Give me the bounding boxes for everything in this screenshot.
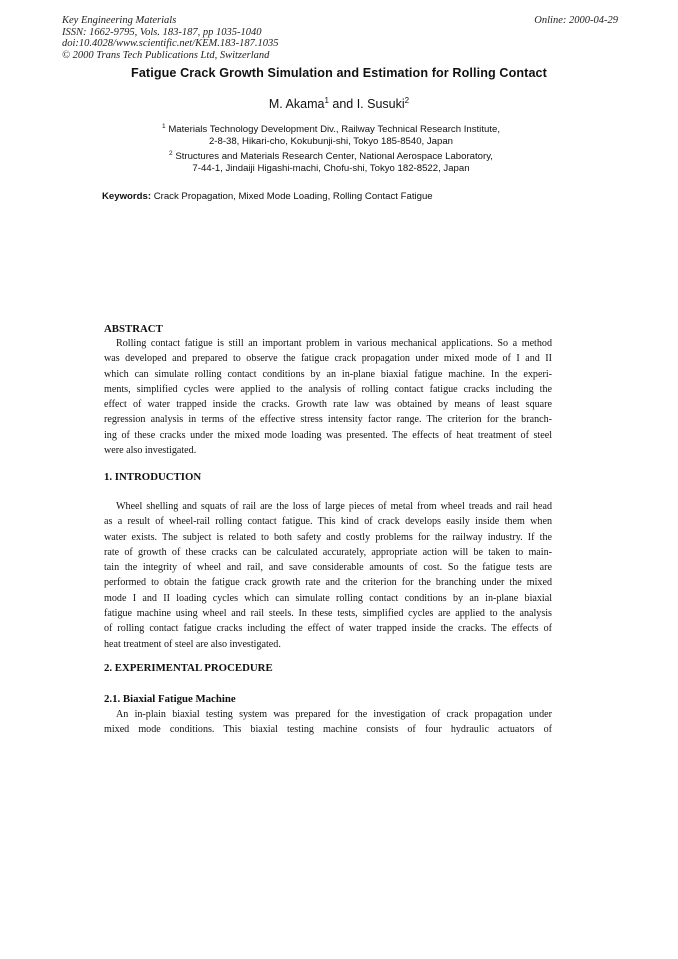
affil-2-line-1: Structures and Materials Research Center, National Aerospace Laboratory, — [175, 151, 493, 163]
paper-title: Fatigue Crack Growth Simulation and Estimation for Rolling Contact — [131, 66, 547, 80]
intro-line: fatigue machine using wheel and rail steels. In these tests, simplified cycles are applied to the analysis — [104, 608, 552, 620]
issn-line: ISSN: 1662-9795, Vols. 183-187, pp 1035-1040 — [62, 26, 262, 38]
intro-line: as a result of wheel-rail rolling contact fatigue. This kind of crack develops easily inside them when — [104, 516, 552, 528]
intro-line: performed to obtain the fatigue crack growth rate and the criterion for the branching under the mixed — [104, 577, 552, 589]
author-1: M. Akama — [268, 97, 325, 112]
intro-line: water exists. The subject is related to both safety and costly problems for the railway industry. If the — [104, 531, 552, 543]
abstract-line: which can simulate rolling contact conditions by an in-plane biaxial fatigue machine. In the experi- — [104, 368, 552, 380]
experimental-heading: 2. EXPERIMENTAL PROCEDURE — [104, 662, 273, 674]
biaxial-subheading: 2.1. Biaxial Fatigue Machine — [104, 693, 236, 705]
intro-heading: 1. INTRODUCTION — [104, 471, 202, 483]
affil-2-mark: 2 — [169, 150, 173, 157]
experimental-body — [104, 707, 552, 738]
abstract-line: were also investigated. — [104, 445, 197, 457]
online-date: Online: 2000-04-29 — [534, 15, 618, 26]
keywords — [102, 191, 433, 202]
abstract-heading: ABSTRACT — [104, 323, 163, 335]
author-2: and I. Susuki — [328, 97, 405, 112]
author-2-affil-mark: 2 — [404, 96, 410, 105]
affil-1-line-1: Materials Technology Development Div., Railway Technical Research Institute, — [168, 124, 500, 136]
abstract-line: ments, simplified cycles were applied to the analysis of rolling contact fatigue cracks including the — [104, 383, 552, 395]
abstract-line: Rolling contact fatigue is still an important problem in various mechanical applications. So a method — [116, 338, 552, 349]
affil-1-mark: 1 — [162, 123, 166, 130]
affil-2-line-2: 7-44-1, Jindaiji Higashi-machi, Chofu-shi, Tokyo 182-8522, Japan — [192, 163, 470, 175]
experimental-line: An in-plain biaxial testing system was prepared for the investigation of crack propagation under — [116, 709, 552, 720]
abstract-line: ing of these cracks under the mixed mode loading was presented. The effects of heat treatment of steel — [104, 429, 552, 441]
abstract-line: effect of water trapped inside the cracks. Growth rate law was obtained by means of least square — [104, 399, 552, 411]
experimental-line: mixed mode conditions. This biaxial testing machine consists of four hydraulic actuators of — [104, 724, 552, 736]
intro-line: tain the integrity of wheel and rail, and save considerable amounts of cost. So the fatigue tests are — [104, 562, 552, 574]
affiliation-2 — [0, 148, 670, 175]
author-1-affil-mark: 1 — [324, 96, 329, 105]
abstract-line: regression analysis in terms of the effective stress intensity factor range. The criterion for the branch- — [104, 414, 552, 426]
abstract-body — [104, 336, 552, 458]
keywords-list: Crack Propagation, Mixed Mode Loading, Rolling Contact Fatigue — [151, 191, 433, 202]
affil-1-line-2: 2-8-38, Hikari-cho, Kokubunji-shi, Tokyo 185-8540, Japan — [208, 136, 454, 148]
keywords-label: Keywords: — [102, 191, 152, 202]
abstract-line: was developed and prepared to observe the fatigue crack propagation under mixed mode of I and II — [104, 353, 552, 365]
copyright-line: © 2000 Trans Tech Publications Ltd, Switzerland — [62, 49, 270, 61]
intro-line: of rolling contact fatigue cracks including the effect of water trapped inside the cracks. The effects of — [104, 623, 552, 635]
intro-line: Wheel shelling and squats of rail are the loss of large pieces of metal from wheel treads and rail head — [116, 501, 552, 512]
intro-line: mode I and II loading cycles which can simulate rolling contact conditions by an in-plane biaxial — [104, 592, 552, 604]
intro-body — [104, 499, 552, 652]
author-line — [0, 96, 678, 111]
journal-name: Key Engineering Materials — [62, 15, 177, 26]
affiliation-1 — [0, 121, 670, 148]
journal-header — [62, 15, 279, 61]
doi-line: doi:10.4028/www.scientific.net/KEM.183-187.1035 — [62, 38, 279, 49]
intro-line: rate of growth of these cracks can be calculated accurately, appropriate action will be taken to main- — [104, 546, 552, 558]
intro-line: heat treatment of steel are also investigated. — [104, 638, 281, 650]
